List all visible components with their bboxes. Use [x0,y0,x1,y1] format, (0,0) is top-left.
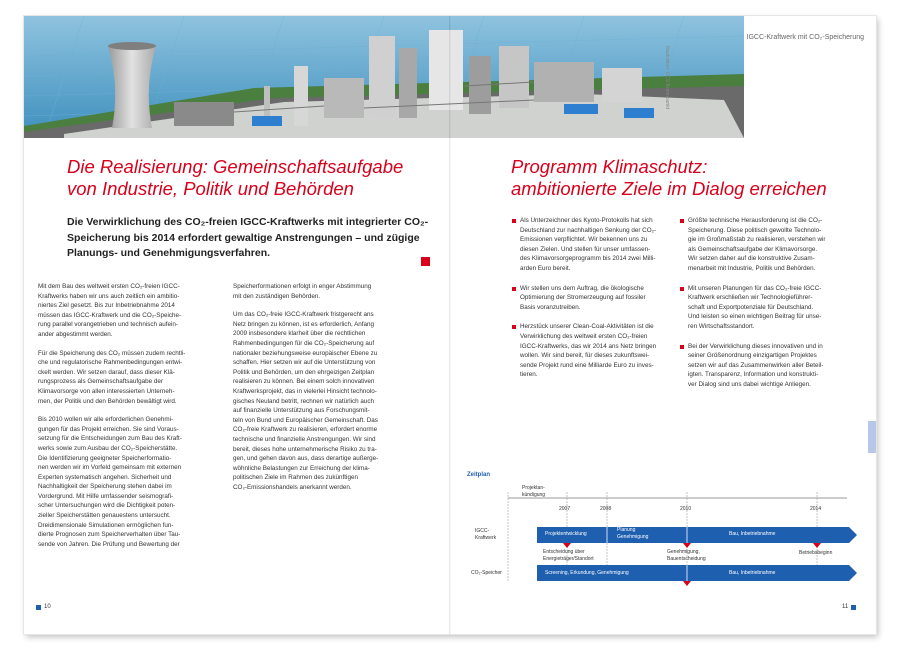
text-line: gisches Neuland betritt, rechnen wir natürlich auch [233,397,375,405]
text-line: Basis voranzutreiben. [520,303,581,311]
running-head: IGCC-Kraftwerk mit CO₂-Speicherung [746,34,864,41]
text-line: Experten systematisch angehen. Sicherheit und [38,473,172,481]
left-heading [67,156,403,200]
body-column-2 [233,282,418,501]
text-line: Dreidimensionale Simulationen ermöglichen fun- [38,521,174,529]
text-line: wollen. Wir sind bereit, für dieses zukunftswei- [520,352,650,360]
row-label-co2: CO₂-Speicher [471,570,502,576]
milestone-line: Bauentscheidung [667,555,706,562]
heading-line: Die Realisierung: Gemeinschaftsaufgabe [67,156,404,177]
text-line: men, der Politik und den Behörden bewältigt wird. [38,397,177,405]
year-label: 2007 [559,506,571,512]
text-line: Deutschland zur nachhaltigen Senkung der CO₂- [520,226,657,234]
text-line: Bis 2010 wollen wir alle erforderlichen Genehmi- [38,416,174,424]
text-line: ander abgestimmt werden. [38,330,113,338]
start-label-line: Projektan- [522,485,545,491]
text-line: müssen das IGCC-Kraftwerk und die CO₂-Speiche- [38,311,182,319]
lead-paragraph [67,215,429,262]
text-line: schaft und Exportpotenziale für Deutschland. [688,303,814,311]
text-line: des Klimavorsorgeprogramm bis 2014 zwei Milli- [520,255,656,263]
text-line: Bei der Verwirklichung dieses innovativen und in [688,342,823,350]
bullet-item [512,216,692,274]
text-line: ver Dialog sind uns dabei wichtige Anliegen. [688,380,811,388]
year-label: 2014 [810,506,822,512]
text-line: Mit unseren Planungen für das CO₂-freie IGCC- [688,284,822,292]
start-label-line: kündigung [522,491,546,498]
heading-line: ambitionierte Ziele im Dialog erreichen [511,178,827,199]
bullet-item [512,322,692,380]
text-line: zieller Speicherstätten genauestens untersucht. [38,512,171,520]
text-line: werks sowie zum Ausbau der CO₂-Speicherstätte. [38,444,178,452]
milestone-line: Energieträger/Standort [543,555,594,562]
text-line: IGCC-Kraftwerks, das wir 2014 ans Netz bringen [520,342,657,350]
start-label [522,485,545,498]
milestone-label [667,549,706,562]
lead-line: Speicherung bis 2014 erfordert gewaltige Anstrengungen – und zügige [67,231,420,244]
text-line: als Gemeinschaftsaufgabe der Klimavorsorge. [688,245,818,253]
text-line: Und leisten so einen wichtigen Beitrag für unse- [688,313,822,321]
text-line: ckelt werden. Wir setzen darauf, dass dieser Klä- [38,368,175,376]
bullet-item [680,342,860,390]
body-column-1 [38,282,223,558]
heading-line: von Industrie, Politik und Behörden [67,178,354,199]
text-line: Rahmenbedingungen für die CO₂-Speicherung auf [233,339,375,347]
text-line: menarbeit mit Industrie, Politik und Behörden. [688,264,816,272]
phase-label: Bau, Inbetriebnahme [729,531,776,537]
bullet-column-2 [680,216,860,400]
milestone-line: Genehmigung, [667,549,700,555]
page-number: 11 [842,604,849,610]
text-line: nationaler beziehungsweise europäischer Ebene zu [233,349,378,357]
text-line: Klimavorsorge von allen interessierten Unterneh- [38,387,175,395]
text-line: setzen wir auf das Zusammenwirken aller Beteil- [688,361,824,369]
phase-label [617,527,648,540]
photo-credit: Illustration: CCS Brennpunkt [664,46,670,110]
text-line: bereit, dieses hohe unternehmerische Risiko zu tra- [233,445,377,453]
text-line: gie im Großmaßstab zu realisieren, verstehen wir [688,236,826,244]
text-line: Vordergrund. Mit Hilfe umfassender seismografi- [38,492,174,500]
text-line: tieren. [520,371,538,379]
bullet-item [680,284,860,332]
blue-square-marker [868,421,876,453]
lead-line: Planungs- und Genehmigungsverfahren. [67,247,271,259]
lead-line: Die Verwirklichung des CO₂-freien IGCC-Kraftwerks mit integrierter CO₂- [67,216,429,228]
phase-label: Bau, Inbetriebnahme [729,570,776,576]
year-label: 2010 [680,506,692,512]
text-line: Nachhaltigkeit der Speicherung stehen dabei im [38,483,172,491]
text-line: Verwirklichung des weltweit ersten CO₂-freien [520,332,648,340]
text-line: igten. Transparenz, Information und konstrukti- [688,371,819,379]
bullet-item [680,216,860,274]
text-line: mit den zuständigen Behörden. [233,292,321,300]
text-line: che und regulatorische Rahmenbedingungen entwi- [38,359,183,367]
text-line: Speicherung. Diese politisch gewollte Technolo- [688,226,822,234]
text-line: rung parallel vorangetrieben und technisch aufein- [38,321,179,329]
text-line: technische und finanzielle Anstrengungen. Wir sind [233,435,376,443]
text-line: sende Projekt rund eine Milliarde Euro zu inves- [520,361,654,369]
text-line: setzung für die Entscheidungen zum Bau des Kraft- [38,435,182,443]
text-line: Speicherformationen erfolgt in enger Abstimmung [233,283,372,290]
paragraph [38,349,223,407]
text-line: Um das CO₂-freie IGCC-Kraftwerk fristgerecht ans [233,311,374,319]
text-line: dierte Prognosen zum Speicherverhalten über Tau- [38,531,181,539]
row-label-line: IGCC- [475,528,490,534]
paragraph [233,282,418,301]
text-line: seiner Größenordnung einzigartigen Projektes [688,352,817,360]
page-number-right [842,604,856,610]
timeline-title: Zeitplan [467,472,491,478]
text-line: Als Unterzeichner des Kyoto-Protokolls hat sich [520,217,653,224]
text-line: realisieren zu können. Bei einem solch innovativen [233,378,375,386]
text-line: CO₂-freie Kraftwerk zu realisieren, erfordert enorme [233,426,378,434]
text-line: Die Identifizierung geeigneter Speicherformatio- [38,454,172,462]
paragraph [38,415,223,549]
power-plant-illustration [24,16,744,138]
text-line: gen, und gehen davon aus, dass derartige außerge- [233,455,379,463]
bullet-column-1 [512,216,692,390]
text-line: Herzstück unserer Clean-Coal-Aktivitäten ist die [520,323,654,331]
right-heading [511,156,827,200]
red-square-marker [421,257,430,266]
paragraph [38,282,223,340]
text-line: CO₂-Emissionshandels anerkannt werden. [233,483,352,491]
text-line: Kraftwerks haben wir uns auch zeitlich ein ambitio- [38,292,180,300]
text-line: nen werden wir im Vorfeld gemeinsam mit externen [38,464,182,472]
text-line: 2009 insbesondere klarheit über die rechtlichen [233,330,366,338]
text-line: ren Wirtschaftsstandort. [688,322,755,330]
timeline [467,472,867,592]
paragraph [233,310,418,492]
page-number-left [36,604,51,610]
phase-label: Projektentwicklung [545,531,587,537]
text-line: niertes Ziel gesetzt. Bis zur Inbetriebnahme 2014 [38,302,175,310]
page-gutter [449,16,451,634]
bullet-item [512,284,692,313]
text-line: Politik und Behörden, um den ehrgeizigen Zeitplan [233,368,375,376]
milestone-line: Entscheidung über [543,549,585,555]
milestone-label [543,549,594,562]
text-line: teln von Bund und Europäischer Gemeinschaft. Das [233,416,378,424]
row-label-line: Kraftwerk [475,534,497,541]
text-line: Größte technische Herausforderung ist die CO₂- [688,217,823,224]
text-line: diesen Zielen. Und stellen für unser umfassen- [520,245,651,253]
text-line: Mit dem Bau des weltweit ersten CO₂-freien IGCC- [38,283,180,290]
text-line: auf finanzielle Unterstützung aus Forschungsmit- [233,407,370,415]
text-line: Kraftwerk erschließen wir Technologieführer- [688,294,813,302]
text-line: politischen Ziele im Rahmen des zukünftigen [233,474,358,482]
text-line: Wir setzen daher auf die konstruktive Zusam- [688,255,815,263]
text-line: rungsprozess als Gemeinschaftsaufgabe der [38,378,163,386]
page-marker-icon [851,605,856,610]
heading-line: Programm Klimaschutz: [511,156,708,177]
text-line: wöhnliche Belastungen zur Erreichung der klima- [233,464,370,472]
milestone-label: Betriebsbeginn [799,550,833,556]
text-line: sende von Jahren. Die Prüfung und Bewertung der [38,540,180,548]
text-line: scher Untersuchungen wird die Dichtigkeit poten- [38,502,176,510]
brochure-spread [24,16,876,634]
text-line: Wir stellen uns dem Auftrag, die ökologische [520,284,644,292]
text-line: Kraftwerksprojekt, das in vielerlei Hinsicht technolo- [233,387,377,395]
row-label-igcc [475,528,496,541]
text-line: Netz bringen zu können, ist es erforderlich, Anfang [233,320,375,328]
text-line: schaffen. Hier setzen wir auf die Unterstützung von [233,359,376,367]
phase-label-line: Planung [617,527,636,533]
phase-label: Screening, Erkundung, Genehmigung [545,570,629,576]
text-line: Für die Speicherung des CO₂ müssen zudem rechtli- [38,349,186,357]
phase-label-line: Genehmigung [617,533,649,540]
page-number: 10 [44,604,51,610]
page-marker-icon [36,605,41,610]
text-line: arden Euro bereit. [520,264,571,272]
text-line: gungen für das Projekt erreichen. Sie sind Voraus- [38,425,179,433]
year-label: 2008 [600,506,612,512]
text-line: Emissionen verpflichtet. Wir bekennen uns zu [520,236,648,244]
text-line: Optimierung der Stromerzeugung auf fossiler [520,294,646,302]
